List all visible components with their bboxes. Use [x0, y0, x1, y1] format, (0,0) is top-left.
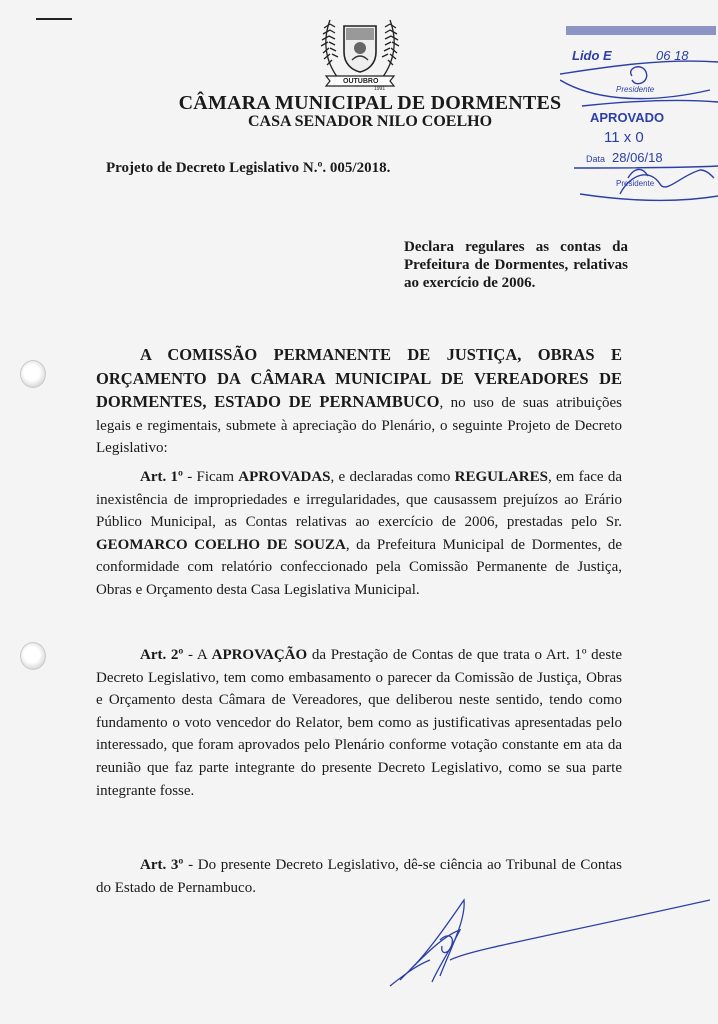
handwritten-signature — [380, 890, 710, 990]
art3-text-1: - Do presente Decreto Legislativo, dê-se ciência ao Tribunal de Contas do Estado de Pernambuco. — [96, 857, 623, 896]
stamp-president-label: Presidente — [616, 179, 655, 188]
art2-label: Art. 2º — [140, 647, 184, 663]
art1-bold-name: GEOMARCO COELHO DE SOUZA — [96, 536, 346, 553]
punch-hole-top — [20, 360, 46, 388]
stamp-read-label: Lido E — [572, 48, 612, 63]
preamble-commission: A COMISSÃO PERMANENTE DE JUSTIÇA, OBRAS E ORÇAMENTO DA CÂMARA MUNICIPAL DE VEREADORES DE DORMENTES, ESTADO DE PERNAMBUCO — [96, 345, 622, 412]
article-1 — [96, 466, 622, 602]
municipal-crest-logo — [308, 12, 412, 92]
stamp-date-value: 28/06/18 — [612, 150, 663, 165]
stamp-read-date: 06 18 — [656, 48, 689, 63]
stamp-approved-label: APROVADO — [590, 110, 665, 125]
crest-ribbon-text: OUTUBRO — [343, 78, 379, 85]
article-2 — [96, 644, 622, 802]
chamber-subtitle: CASA SENADOR NILO COELHO — [247, 113, 493, 130]
art1-label: Art. 1º — [140, 469, 183, 485]
art1-text-3: , em face da inexistência de impropriedades e irregularidades, que causassem prejuízos ao Erário Público Municipal, as Contas relativas ao exercício de 2006, prestadas pelo Sr. — [96, 469, 622, 531]
punch-hole-bottom — [20, 642, 46, 670]
stamp-date-label: Data — [586, 154, 606, 164]
art2-bold-approval: APROVAÇÃO — [211, 647, 308, 663]
art1-text-2: , e declaradas como — [330, 469, 455, 485]
chamber-title: CÂMARA MUNICIPAL DE DORMENTES — [178, 92, 562, 114]
project-title: Projeto de Decreto Legislativo N.º. 005/2018. — [106, 160, 391, 176]
art1-bold-approved: APROVADAS — [238, 469, 331, 485]
preamble-paragraph — [96, 344, 622, 460]
art2-text-2: da Prestação de Contas de que trata o Art. 1º deste Decreto Legislativo, tem como embasamento o parecer da Comissão de Justiça, Obras e Orçamento desta Câmara de Vereadores, que deliberou neste sentido, tendo como fundamento o voto vencedor do Relator, bem como as justificativas apresentadas pelo interessado, que foram aprovados pelo Plenário conforme votação constante em ata da reunião que faz parte integrante do presente Decreto Legislativo, como se sua parte integrante fosse. — [96, 647, 622, 799]
art3-label: Art. 3º — [140, 857, 184, 873]
scan-mark — [36, 18, 72, 20]
ementa-summary: Declara regulares as contas da Prefeitura de Dormentes, relativas ao exercício de 2006. — [404, 239, 628, 291]
art2-text-1: - A — [183, 647, 212, 663]
stamp-read-president: Presidente — [616, 85, 655, 94]
art1-text-4: , da Prefeitura Municipal de Dormentes, de conformidade com relatório confeccionado pela Comissão Permanente de Justiça, Obras e Orçamento desta Casa Legislativa Municipal. — [96, 536, 622, 598]
art1-text-1: - Ficam — [182, 469, 239, 485]
crest-date-text: 1991 — [374, 86, 386, 92]
approval-stamp — [560, 18, 718, 208]
art1-bold-regular: REGULARES — [454, 469, 548, 485]
stamp-votes: 11 x 0 — [604, 129, 644, 146]
preamble-text: , no uso de suas atribuições legais e regimentais, submete à apreciação do Plenário, o seguinte Projeto de Decreto Legislativo: — [96, 395, 622, 457]
